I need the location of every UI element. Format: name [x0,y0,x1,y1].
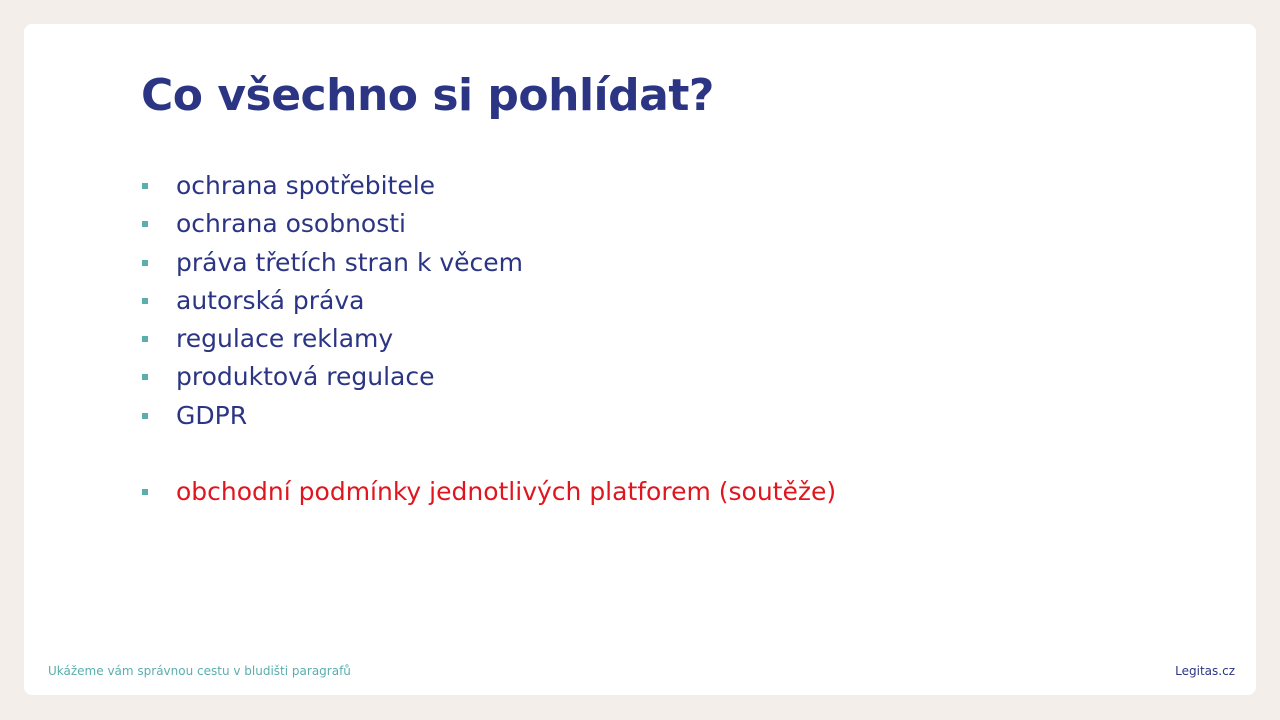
list-item [141,320,836,358]
list-item-text: práva třetích stran k věcem [176,247,524,277]
highlight-list-item [141,473,836,511]
bullet-list [141,167,836,512]
square-bullet-icon [142,489,148,495]
footer-tagline: Ukážeme vám správnou cestu v bludišti paragrafů [48,664,351,678]
list-item-text: autorská práva [176,285,365,315]
square-bullet-icon [142,183,148,189]
list-item [141,358,836,396]
list-item-text: ochrana spotřebitele [176,171,436,200]
square-bullet-icon [142,221,148,227]
square-bullet-icon [142,374,148,380]
slide-title: Co všechno si pohlídat? [141,70,714,121]
list-item [141,205,836,243]
slide [24,24,1256,695]
list-item-text: GDPR [176,400,248,430]
list-item [141,167,836,205]
list-item-text: obchodní podmínky jednotlivých platforem (soutěže) [176,477,837,507]
square-bullet-icon [142,260,148,266]
list-item-text: ochrana osobnosti [176,209,406,239]
list-item [141,282,836,320]
square-bullet-icon [142,298,148,304]
footer-site: Legitas.cz [1175,664,1235,678]
list-item [141,397,836,435]
list-item-text: regulace reklamy [176,324,394,354]
square-bullet-icon [142,413,148,419]
list-item [141,244,836,282]
list-item-text: produktová regulace [176,362,435,392]
square-bullet-icon [142,336,148,342]
